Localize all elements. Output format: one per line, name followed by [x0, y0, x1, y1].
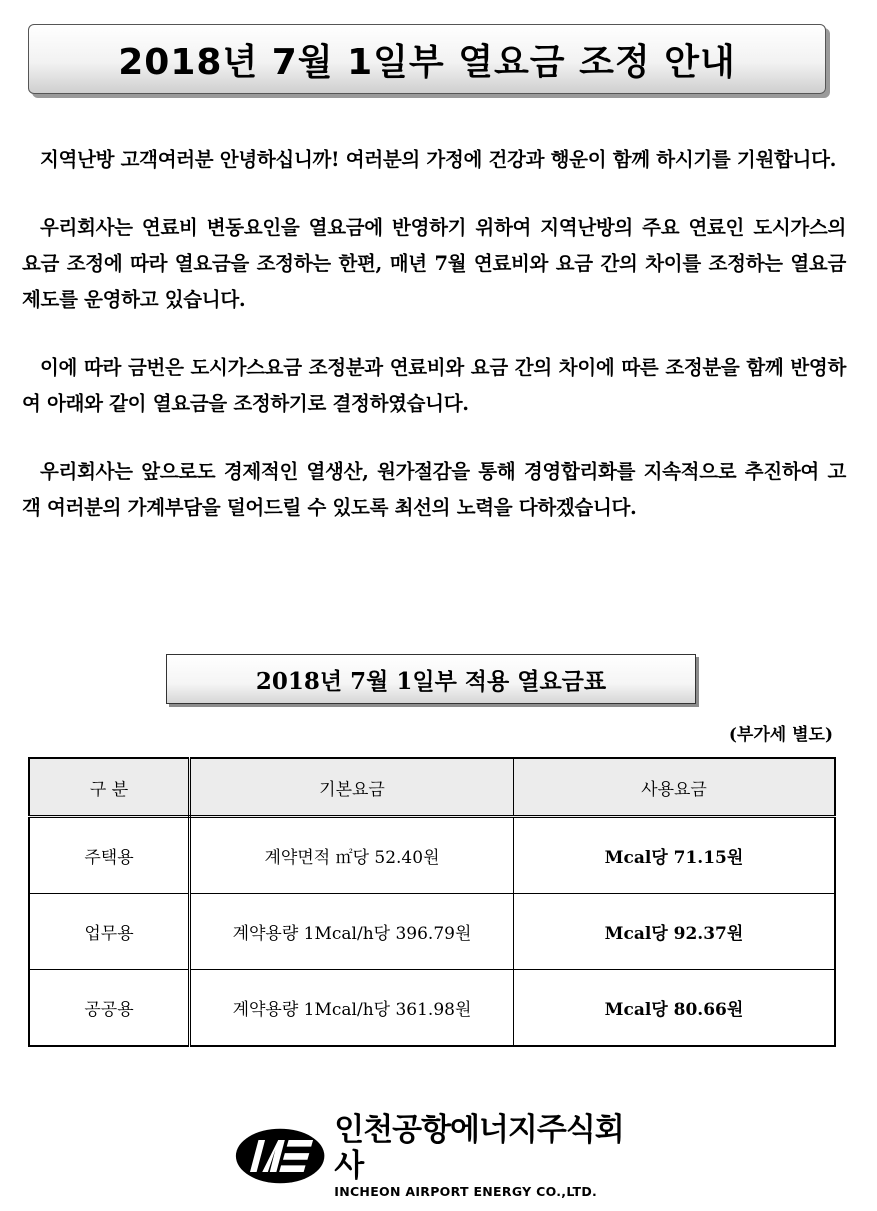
- vat-note: (부가세 별도): [728, 725, 833, 745]
- header-category: 구 분: [29, 758, 190, 817]
- company-logo: [234, 1112, 634, 1199]
- paragraph-greeting: 지역난방 고객여러분 안녕하십니까! 여러분의 가정에 건강과 행운이 함께 하시기를 기원합니다.: [40, 148, 837, 171]
- table-row: [29, 970, 835, 1047]
- rate-table-title: 2018년 7월 1일부 적용 열요금표: [255, 667, 607, 695]
- cell-category: 공공용: [29, 970, 190, 1047]
- cell-basic-fee: 계약면적 ㎡당 52.40원: [190, 817, 514, 894]
- paragraph-decision: 이에 따라 금번은 도시가스요금 조정분과 연료비와 요금 간의 차이에 따른 조정분을 함께 반영하여 아래와 같이 열요금을 조정하기로 결정하였습니다.: [22, 356, 846, 415]
- paragraph-commitment: 우리회사는 앞으로도 경제적인 열생산, 원가절감을 통해 경영합리화를 지속적으로 추진하여 고객 여러분의 가계부담을 덜어드릴 수 있도록 최선의 노력을 다하겠습니다.: [22, 460, 846, 519]
- company-name-english: INCHEON AIRPORT ENERGY CO.,LTD.: [334, 1184, 598, 1199]
- company-name-korean: 인천공항에너지주식회사: [334, 1112, 624, 1184]
- rate-table-title-box: [166, 654, 696, 704]
- paragraph-policy: 우리회사는 연료비 변동요인을 열요금에 반영하기 위하여 지역난방의 주요 연료인 도시가스의 요금 조정에 따라 열요금을 조정하는 한편, 매년 7월 연료비와 요금 간의 차이를 조정하는 열요금 제도를 운영하고 있습니다.: [22, 216, 846, 311]
- cell-usage-fee: Mcal당 80.66원: [514, 970, 836, 1047]
- header-basic-fee: 기본요금: [190, 758, 514, 817]
- notice-title: 2018년 7월 1일부 열요금 조정 안내: [118, 41, 736, 83]
- cell-basic-fee: 계약용량 1Mcal/h당 396.79원: [190, 894, 514, 970]
- iae-logo-icon: [234, 1125, 326, 1187]
- cell-basic-fee: 계약용량 1Mcal/h당 361.98원: [190, 970, 514, 1047]
- notice-body: [22, 142, 846, 558]
- company-name-block: [334, 1112, 634, 1200]
- header-usage-fee: 사용요금: [514, 758, 836, 817]
- cell-usage-fee: Mcal당 92.37원: [514, 894, 836, 970]
- table-row: [29, 894, 835, 970]
- table-row: [29, 817, 835, 894]
- table-header-row: [29, 758, 835, 817]
- rate-table: [28, 757, 836, 1047]
- notice-title-box: [28, 24, 826, 94]
- cell-category: 업무용: [29, 894, 190, 970]
- cell-usage-fee: Mcal당 71.15원: [514, 817, 836, 894]
- cell-category: 주택용: [29, 817, 190, 894]
